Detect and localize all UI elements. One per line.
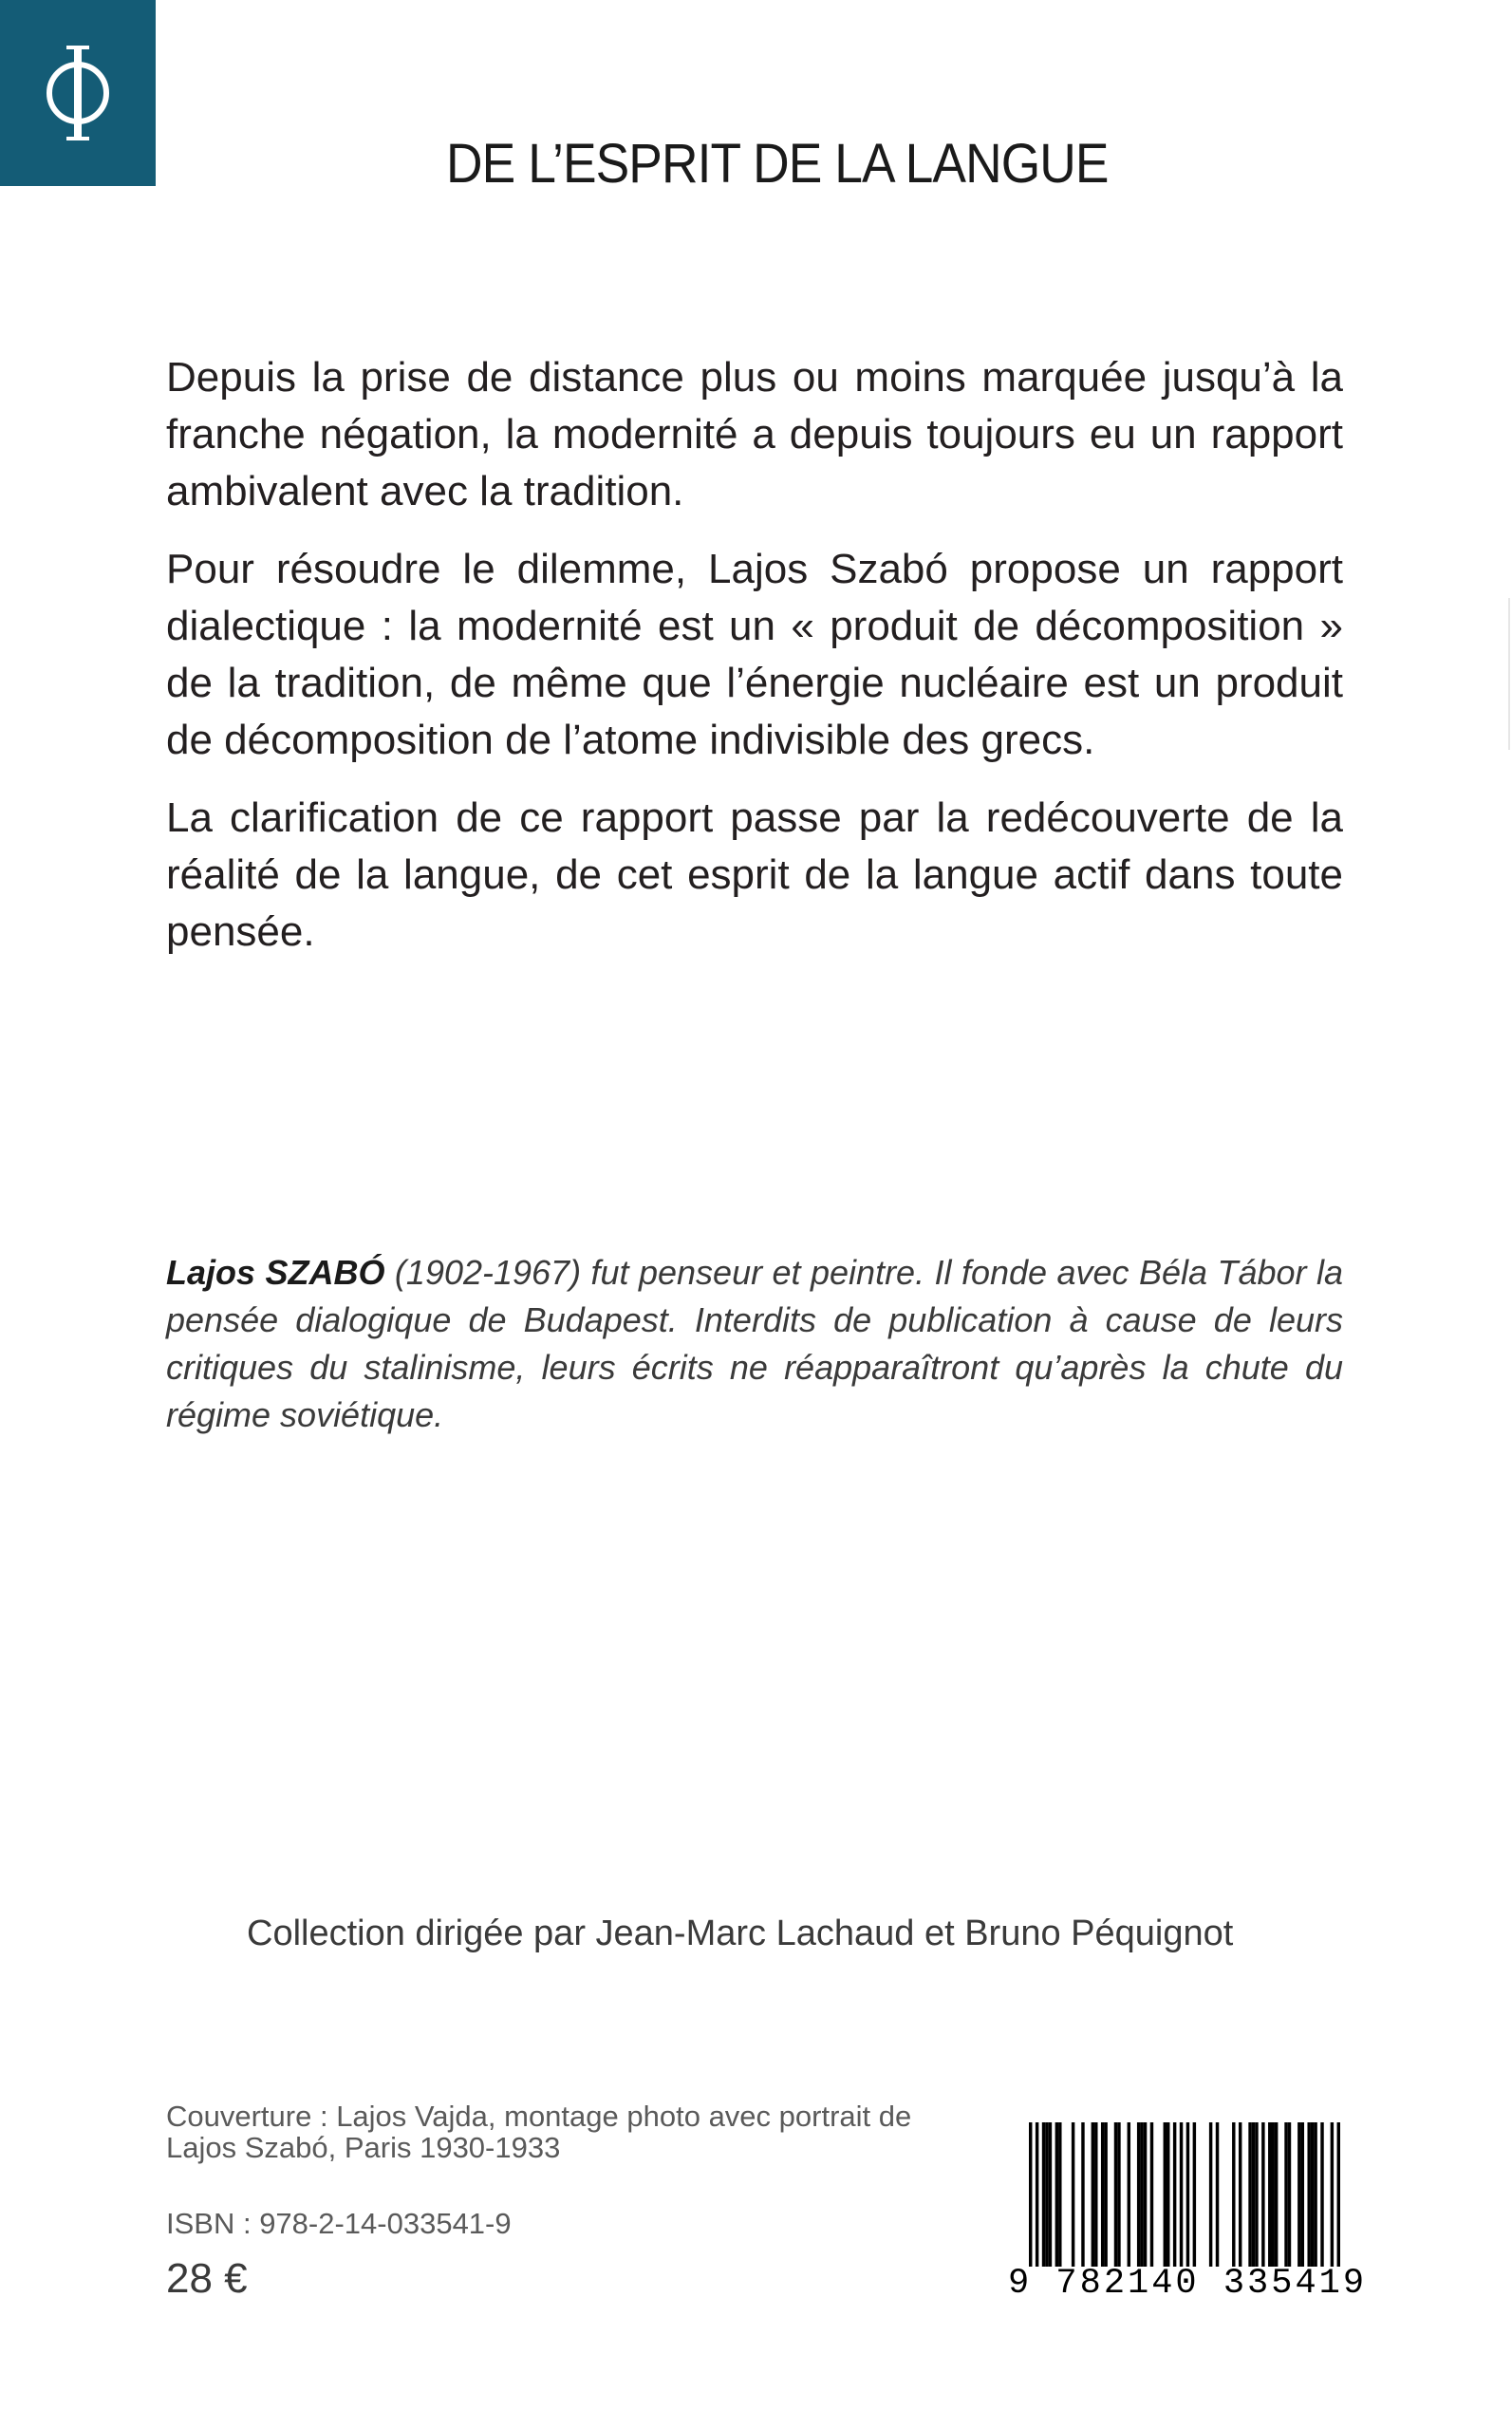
barcode-bar: [1101, 2122, 1104, 2267]
barcode-bar: [1114, 2122, 1117, 2267]
summary-paragraph: Pour résoudre le dilemme, Lajos Szabó propose un rapport dialectique : la modernité est un « produit de décomposition » de la tradition, de même que l’énergie nucléaire est un produit de décomposition de l’atome indivisible des grecs.: [166, 546, 1343, 763]
barcode-bar: [1049, 2122, 1052, 2267]
barcode-bar: [1301, 2122, 1304, 2267]
barcode-bar: [1307, 2122, 1310, 2267]
barcode-bar: [1137, 2122, 1140, 2267]
barcode-bar: [1239, 2122, 1241, 2267]
barcode-bar: [1252, 2122, 1255, 2267]
barcode-bar: [1180, 2122, 1183, 2267]
barcode-bar: [1140, 2122, 1143, 2267]
barcode-bar: [1150, 2122, 1153, 2267]
barcode-icon: [1029, 2122, 1340, 2267]
barcode-bar: [1337, 2122, 1340, 2267]
barcode-bar: [1271, 2122, 1274, 2267]
summary-paragraph: Depuis la prise de distance plus ou moins marquée jusqu’à la franche négation, la modernité a depuis toujours eu un rapport ambivalent avec la tradition.: [166, 354, 1343, 514]
barcode-bar: [1331, 2122, 1334, 2267]
barcode-bar: [1128, 2122, 1130, 2267]
barcode-bar: [1255, 2122, 1258, 2267]
author-bio-text: (1902-1967) fut penseur et peintre. Il fonde avec Béla Tábor la pensée dialogique de Budapest. Interdits de publication à cause de leurs critiques du stalinisme, leurs écrits ne réapparaîtront qu’après la chute du régime soviétique.: [166, 1253, 1344, 1434]
barcode-bar: [1117, 2122, 1120, 2267]
barcode-bar: [1232, 2122, 1235, 2267]
collection-note: Collection dirigée par Jean-Marc Lachaud et Bruno Péquignot: [247, 1914, 1234, 1953]
barcode-digits: 9 782140 335419: [1008, 2264, 1368, 2304]
author-name: Lajos SZABÓ: [166, 1253, 385, 1292]
cover-credit-line: Lajos Szabó, Paris 1930-1933: [166, 2131, 561, 2164]
barcode-bar: [1261, 2122, 1264, 2267]
barcode-bar: [1311, 2122, 1314, 2267]
isbn: ISBN : 978-2-14-033541-9: [166, 2207, 512, 2240]
cover-credit-line: Couverture : Lajos Vajda, montage photo avec portrait de: [166, 2100, 912, 2133]
price: 28 €: [166, 2255, 248, 2302]
summary-paragraph: La clarification de ce rapport passe par la redécouverte de la réalité de la langue, de cet esprit de la langue actif dans toute pensée.: [166, 794, 1343, 955]
barcode-bar: [1081, 2122, 1084, 2267]
barcode-bar: [1268, 2122, 1271, 2267]
publisher-logo: [0, 0, 156, 186]
barcode-bar: [1055, 2122, 1058, 2267]
phi-icon: [35, 36, 121, 150]
barcode-bar: [1036, 2122, 1038, 2267]
barcode-bar: [1167, 2122, 1169, 2267]
barcode-bar: [1164, 2122, 1167, 2267]
barcode-bar: [1058, 2122, 1061, 2267]
book-title: DE L’ESPRIT DE LA LANGUE: [446, 133, 1109, 195]
author-bio: [166, 1249, 1343, 1439]
barcode-bar: [1173, 2122, 1176, 2267]
barcode-bar: [1288, 2122, 1291, 2267]
barcode-bar: [1104, 2122, 1107, 2267]
barcode-bar: [1144, 2122, 1147, 2267]
barcode-bar: [1248, 2122, 1251, 2267]
barcode-bar: [1297, 2122, 1300, 2267]
barcode-bar: [1092, 2122, 1094, 2267]
barcode: [1008, 2122, 1368, 2306]
barcode-bar: [1314, 2122, 1316, 2267]
barcode-bar: [1045, 2122, 1048, 2267]
barcode-bar: [1284, 2122, 1287, 2267]
barcode-bar: [1094, 2122, 1097, 2267]
barcode-bar: [1193, 2122, 1196, 2267]
barcode-bar: [1042, 2122, 1045, 2267]
barcode-bar: [1186, 2122, 1189, 2267]
edge-mark: [1508, 598, 1510, 750]
barcode-bar: [1275, 2122, 1278, 2267]
cover-credit: [166, 2101, 944, 2163]
barcode-bar: [1209, 2122, 1212, 2267]
barcode-bar: [1216, 2122, 1219, 2267]
summary: [166, 349, 1343, 981]
barcode-bar: [1029, 2122, 1032, 2267]
barcode-bar: [1072, 2122, 1074, 2267]
barcode-bar: [1320, 2122, 1323, 2267]
